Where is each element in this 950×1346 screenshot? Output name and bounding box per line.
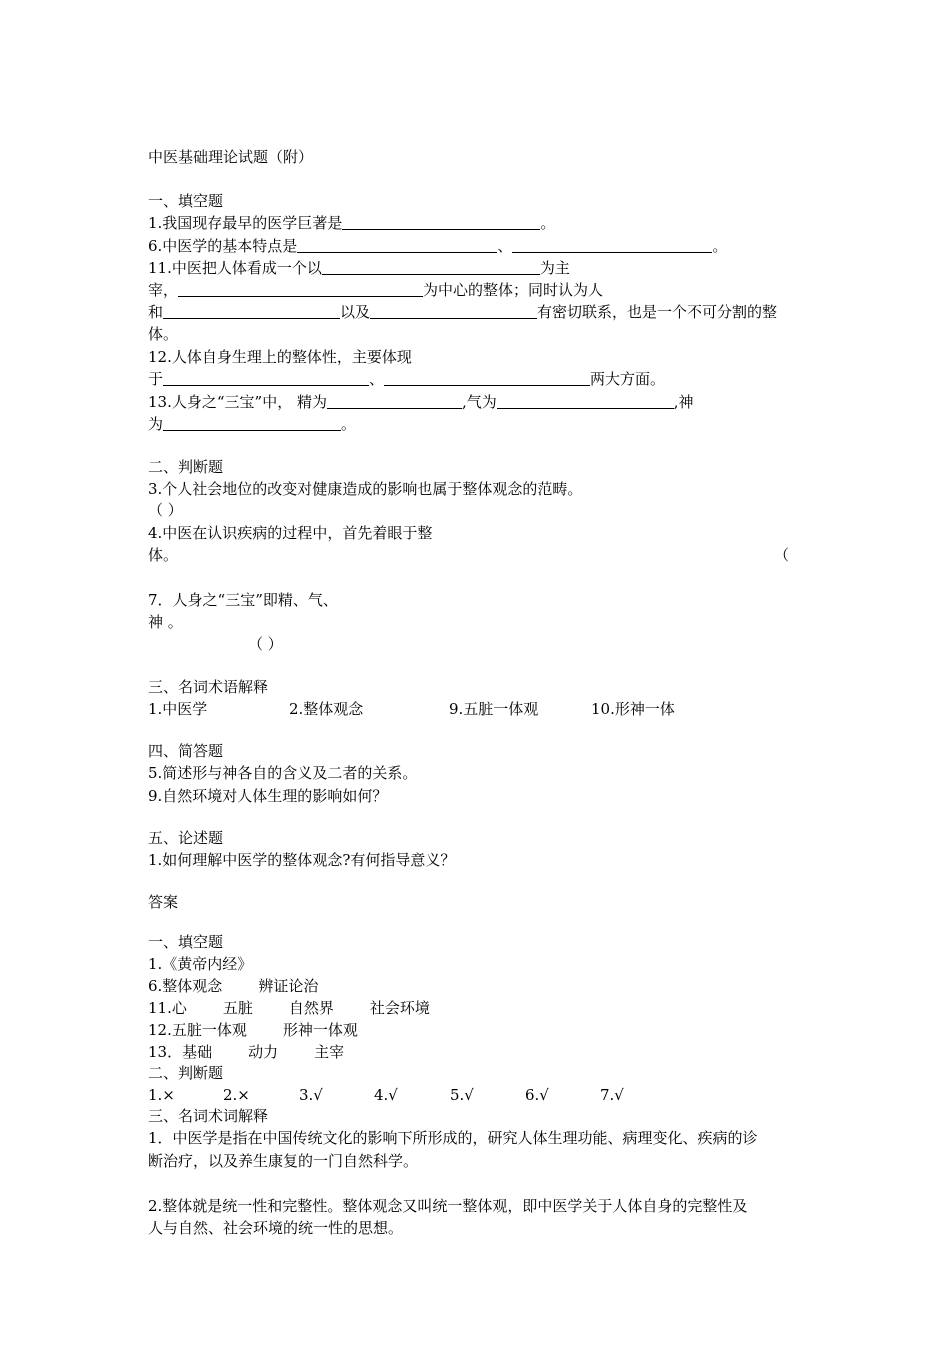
term-answer-2: 2.整体就是统一性和完整性。整体观念又叫统一整体观，即中医学关于人体自身的完整性及 — [148, 1197, 748, 1215]
judge-answer: 6.√ — [525, 1086, 549, 1104]
judge-question-7-cont: 神 。 — [148, 613, 183, 631]
question-13-line1 — [148, 392, 694, 412]
question-text: 为主 — [539, 259, 570, 277]
answers-judge-heading: 二、判断题 — [148, 1064, 224, 1082]
answer-part: 社会环境 — [369, 999, 430, 1017]
answer-blank — [370, 303, 537, 319]
judge-answer: 1.× — [148, 1086, 175, 1104]
term-answer-1: 1．中医学是指在中国传统文化的影响下所形成的，研究人体生理功能、病理变化、疾病的诊 — [148, 1129, 758, 1147]
section-heading-essay: 五、论述题 — [148, 829, 224, 847]
question-text: 6.中医学的基本特点是 — [148, 237, 298, 255]
answer-blank — [327, 393, 462, 409]
answer-part: 主宰 — [314, 1043, 345, 1061]
short-question-5: 5.简述形与神各自的含义及二者的关系。 — [148, 764, 418, 782]
judge-answer: 7.√ — [600, 1086, 624, 1104]
answer-blank — [512, 237, 712, 253]
term-answer-2-cont: 人与自然、社会环境的统一性的思想。 — [148, 1219, 404, 1237]
judge-question-3: 3.个人社会地位的改变对健康造成的影响也属于整体观念的范畴。 — [148, 480, 583, 498]
answer-blank — [497, 393, 674, 409]
answer-11 — [148, 998, 430, 1018]
question-text: 11.中医把人体看成一个以 — [148, 259, 322, 277]
question-11-line1 — [148, 258, 570, 278]
answer-part: 11.心 — [148, 999, 187, 1017]
question-text: 为中心的整体；同时认为人 — [423, 281, 604, 299]
answer-part: 12.五脏一体观 — [148, 1021, 247, 1039]
question-text: 以及 — [340, 303, 371, 321]
answer-blank — [163, 415, 341, 431]
term-answer-1-cont: 断治疗，以及养生康复的一门自然科学。 — [148, 1152, 419, 1170]
judge-answer: 4.√ — [374, 1086, 398, 1104]
section-heading-fill: 一、填空题 — [148, 192, 224, 210]
answer-6 — [148, 976, 318, 996]
answer-13 — [148, 1042, 344, 1062]
judge-paren-4: （ — [774, 546, 790, 564]
question-text: 为 — [148, 415, 164, 433]
question-11-line2 — [148, 280, 603, 300]
answers-fill-heading: 一、填空题 — [148, 933, 224, 951]
question-text: 两大方面。 — [590, 370, 666, 388]
question-text: ,神 — [673, 393, 694, 411]
question-text: 、 — [369, 370, 385, 388]
answer-blank — [178, 281, 423, 297]
short-question-9: 9.自然环境对人体生理的影响如何？ — [148, 787, 388, 805]
question-12-line1: 12.人体自身生理上的整体性，主要体现 — [148, 348, 412, 366]
question-text: 。 — [712, 237, 728, 255]
judge-question-4: 4.中医在认识疾病的过程中，首先着眼于整 — [148, 524, 433, 542]
question-text: 于 — [148, 370, 164, 388]
question-6 — [148, 236, 727, 256]
question-13-line2 — [148, 414, 356, 434]
answer-blank — [322, 259, 540, 275]
answer-part: 自然界 — [288, 999, 334, 1017]
answer-1: 1.《黄帝内经》 — [148, 955, 253, 973]
section-heading-judge: 二、判断题 — [148, 458, 224, 476]
term-item: 1.中医学 — [148, 700, 208, 718]
answer-blank — [384, 370, 590, 386]
section-heading-terms: 三、名词术语解释 — [148, 678, 269, 696]
question-11-line4: 体。 — [148, 325, 179, 343]
answers-heading: 答案 — [148, 893, 179, 911]
question-11-line3 — [148, 302, 777, 322]
question-text: 有密切联系，也是一个不可分割的整 — [537, 303, 778, 321]
judge-question-4-cont: 体。 — [148, 546, 179, 564]
question-text: 和 — [148, 303, 164, 321]
page-title: 中医基础理论试题（附） — [148, 148, 314, 166]
essay-question-1: 1.如何理解中医学的整体观念?有何指导意义？ — [148, 851, 456, 869]
section-heading-short: 四、简答题 — [148, 742, 224, 760]
question-text: 。 — [540, 214, 556, 232]
term-item: 9.五脏一体观 — [449, 700, 539, 718]
answer-part: 形神一体观 — [282, 1021, 358, 1039]
judge-paren-3: （ ） — [148, 501, 183, 519]
question-text: 、 — [497, 237, 513, 255]
judge-answer: 2.× — [223, 1086, 250, 1104]
question-text: 。 — [341, 415, 357, 433]
answers-terms-heading: 三、名词术词解释 — [148, 1107, 269, 1125]
answer-12 — [148, 1020, 358, 1040]
question-text: ,气为 — [461, 393, 497, 411]
question-1 — [148, 213, 555, 233]
answer-blank — [297, 237, 497, 253]
question-text: 1.我国现存最早的医学巨著是 — [148, 214, 343, 232]
question-text: 宰， — [148, 281, 179, 299]
answer-part: 五脏 — [222, 999, 253, 1017]
answer-part: 动力 — [248, 1043, 279, 1061]
question-12-line2 — [148, 369, 665, 389]
answer-blank — [163, 370, 369, 386]
answer-part: 6.整体观念 — [148, 977, 223, 995]
judge-paren-7: （ ） — [248, 635, 283, 653]
judge-question-7: 7．人身之“三宝”即精、气、 — [148, 591, 338, 609]
answer-part: 13．基础 — [148, 1043, 213, 1061]
answer-blank — [163, 303, 340, 319]
term-item: 10.形神一体 — [591, 700, 675, 718]
judge-answer: 3.√ — [299, 1086, 323, 1104]
answer-blank — [342, 214, 540, 230]
term-item: 2.整体观念 — [289, 700, 364, 718]
question-text: 13.人身之“三宝”中， 精为 — [148, 393, 327, 411]
answer-part: 辨证论治 — [258, 977, 319, 995]
judge-answer: 5.√ — [450, 1086, 474, 1104]
